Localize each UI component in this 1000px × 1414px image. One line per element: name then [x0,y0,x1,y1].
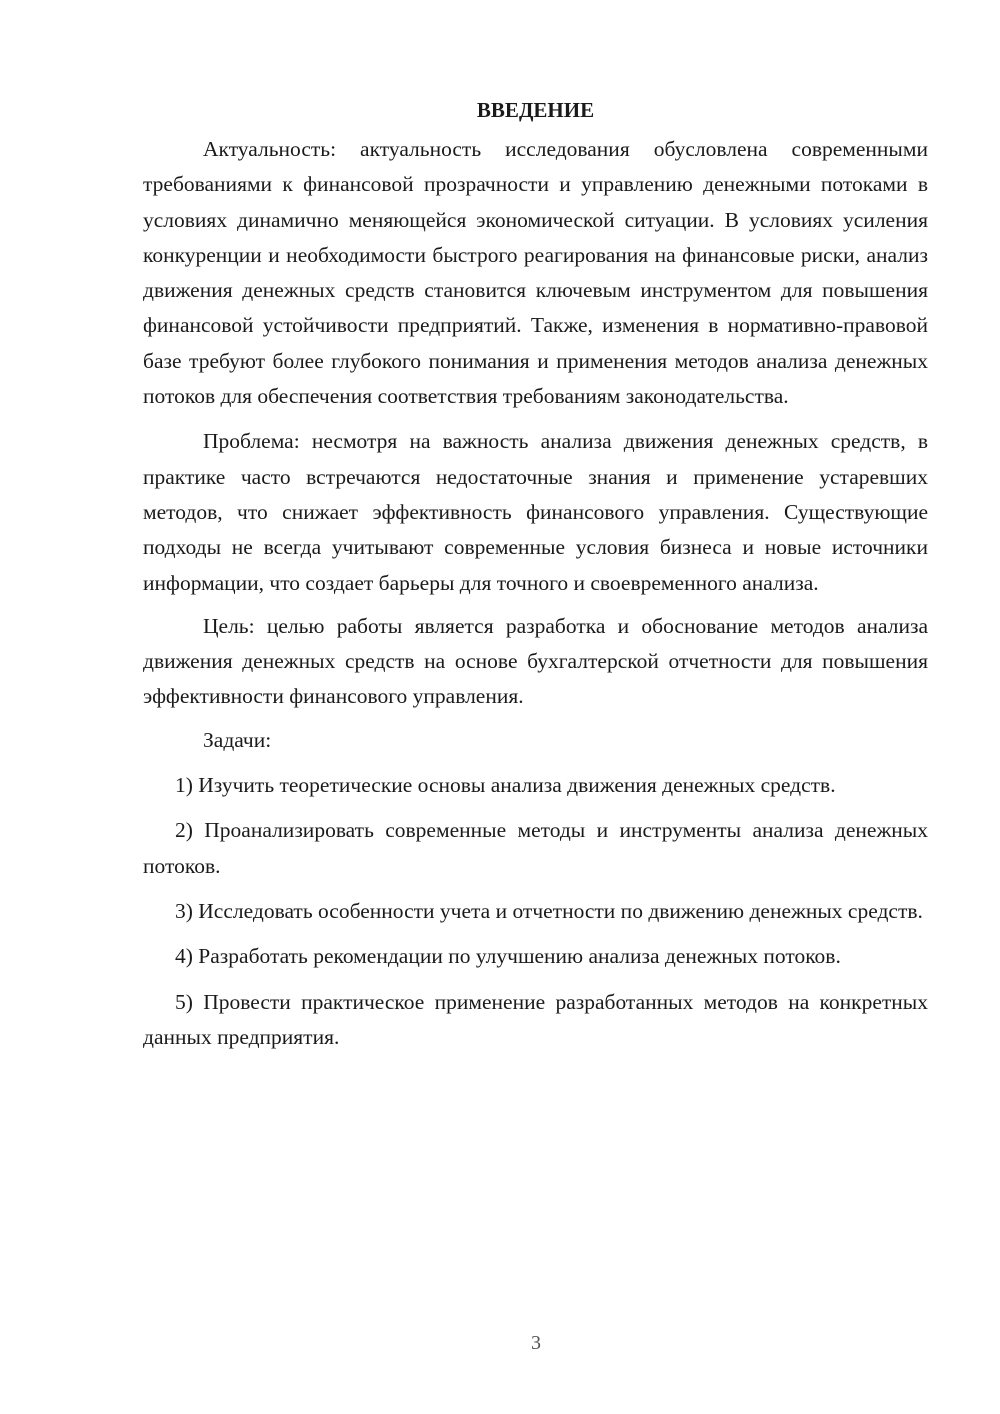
paragraph-problem: Проблема: несмотря на важность анализа движения денежных средств, в практике часто встречаются недостаточные знания и применение устаревших методов, что снижает эффективность финансового управления. Существующие подходы не всегда учитывают современные условия бизнеса и новые источники информации, что создает барьеры для точного и своевременного анализа. [143,429,928,595]
list-item: 3) Исследовать особенности учета и отчетности по движению денежных средств. [175,898,923,923]
paragraph-goal: Цель: целью работы является разработка и обоснование методов анализа движения денежных средств на основе бухгалтерской отчетности для повышения эффективности финансового управления. [143,613,928,709]
tasks-list [143,768,928,1055]
list-item: 1) Изучить теоретические основы анализа движения денежных средств. [175,773,836,798]
tasks-label: Задачи: [203,727,272,752]
list-item: 5) Провести практическое применение разработанных методов на конкретных данных предприятия. [143,989,928,1049]
page-number: 3 [531,1332,541,1354]
document-body [143,92,928,1065]
list-item: 4) Разработать рекомендации по улучшению анализа денежных потоков. [175,944,841,969]
document-title: ВВЕДЕНИЕ [476,98,595,122]
paragraph-relevance: Актуальность: актуальность исследования обусловлена современными требованиями к финансовой прозрачности и управлению денежными потоками в условиях динамично меняющейся экономической ситуации. В условиях усиления конкуренции и необходимости быстрого реагирования на финансовые риски, анализ движения денежных средств становится ключевым инструментом для повышения финансовой устойчивости предприятий. Также, изменения в нормативно-правовой базе требуют более глубокого понимания и применения методов анализа денежных потоков для обеспечения соответствия требованиям законодательства. [143,137,928,409]
list-item: 2) Проанализировать современные методы и инструменты анализа денежных потоков. [143,818,928,878]
